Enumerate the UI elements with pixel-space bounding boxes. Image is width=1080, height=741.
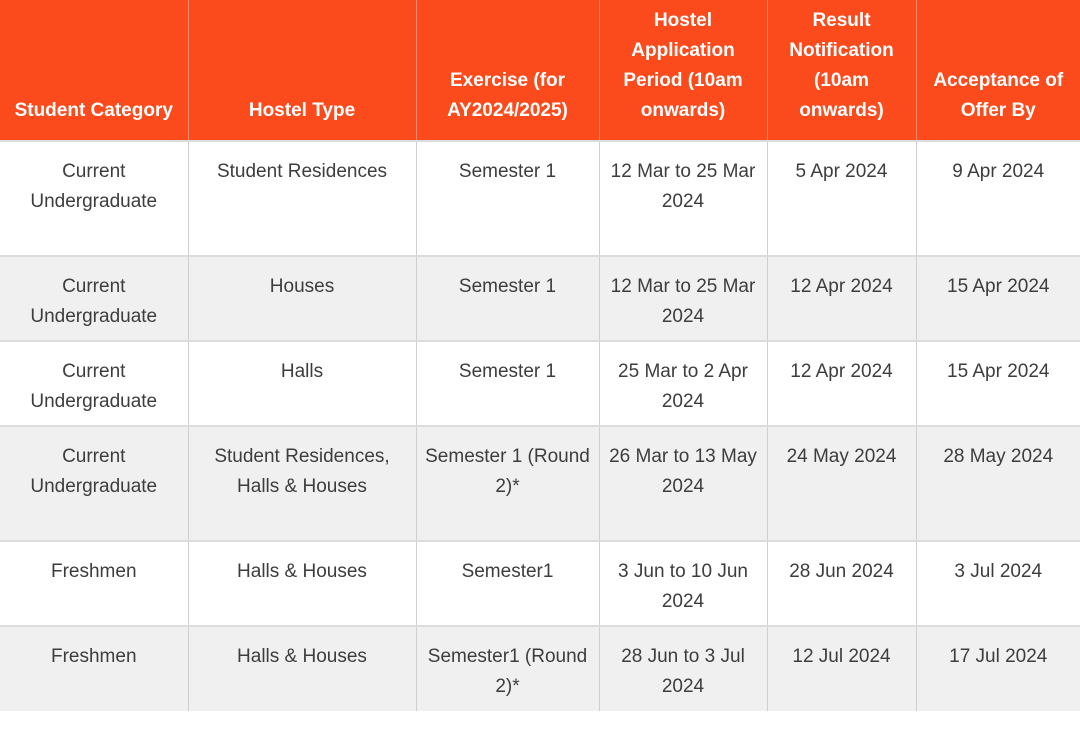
header-exercise: Exercise (for AY2024/2025) [416, 0, 599, 141]
header-student-category: Student Category [0, 0, 188, 141]
cell-hostel-type: Halls & Houses [188, 626, 416, 711]
cell-result-notification: 24 May 2024 [767, 426, 916, 541]
cell-application-period: 26 Mar to 13 May 2024 [599, 426, 767, 541]
cell-acceptance-by: 15 Apr 2024 [916, 256, 1080, 341]
header-row [0, 0, 1080, 141]
cell-hostel-type: Student Residences [188, 141, 416, 256]
cell-hostel-type: Halls [188, 341, 416, 426]
cell-student-category: Current Undergraduate [0, 256, 188, 341]
cell-student-category: Freshmen [0, 626, 188, 711]
table-row [0, 541, 1080, 626]
table-row [0, 141, 1080, 256]
header-acceptance-by: Acceptance of Offer By [916, 0, 1080, 141]
cell-exercise: Semester1 [416, 541, 599, 626]
table-row [0, 426, 1080, 541]
cell-result-notification: 12 Jul 2024 [767, 626, 916, 711]
cell-acceptance-by: 9 Apr 2024 [916, 141, 1080, 256]
cell-acceptance-by: 28 May 2024 [916, 426, 1080, 541]
cell-application-period: 12 Mar to 25 Mar 2024 [599, 256, 767, 341]
table-row [0, 256, 1080, 341]
header-result-notification: Result Notification (10am onwards) [767, 0, 916, 141]
cell-exercise: Semester 1 [416, 141, 599, 256]
cell-application-period: 3 Jun to 10 Jun 2024 [599, 541, 767, 626]
cell-hostel-type: Student Residences, Halls & Houses [188, 426, 416, 541]
table-header [0, 0, 1080, 141]
cell-application-period: 25 Mar to 2 Apr 2024 [599, 341, 767, 426]
cell-student-category: Current Undergraduate [0, 341, 188, 426]
cell-acceptance-by: 3 Jul 2024 [916, 541, 1080, 626]
cell-student-category: Current Undergraduate [0, 426, 188, 541]
cell-result-notification: 12 Apr 2024 [767, 341, 916, 426]
cell-exercise: Semester 1 [416, 341, 599, 426]
table-body [0, 141, 1080, 711]
cell-hostel-type: Halls & Houses [188, 541, 416, 626]
cell-acceptance-by: 15 Apr 2024 [916, 341, 1080, 426]
cell-application-period: 12 Mar to 25 Mar 2024 [599, 141, 767, 256]
cell-student-category: Freshmen [0, 541, 188, 626]
table-row [0, 626, 1080, 711]
cell-acceptance-by: 17 Jul 2024 [916, 626, 1080, 711]
cell-result-notification: 28 Jun 2024 [767, 541, 916, 626]
cell-exercise: Semester 1 [416, 256, 599, 341]
cell-hostel-type: Houses [188, 256, 416, 341]
cell-result-notification: 5 Apr 2024 [767, 141, 916, 256]
cell-exercise: Semester 1 (Round 2)* [416, 426, 599, 541]
header-application-period: Hostel Application Period (10am onwards) [599, 0, 767, 141]
cell-application-period: 28 Jun to 3 Jul 2024 [599, 626, 767, 711]
cell-exercise: Semester1 (Round 2)* [416, 626, 599, 711]
cell-student-category: Current Undergraduate [0, 141, 188, 256]
table-row [0, 341, 1080, 426]
header-hostel-type: Hostel Type [188, 0, 416, 141]
cell-result-notification: 12 Apr 2024 [767, 256, 916, 341]
